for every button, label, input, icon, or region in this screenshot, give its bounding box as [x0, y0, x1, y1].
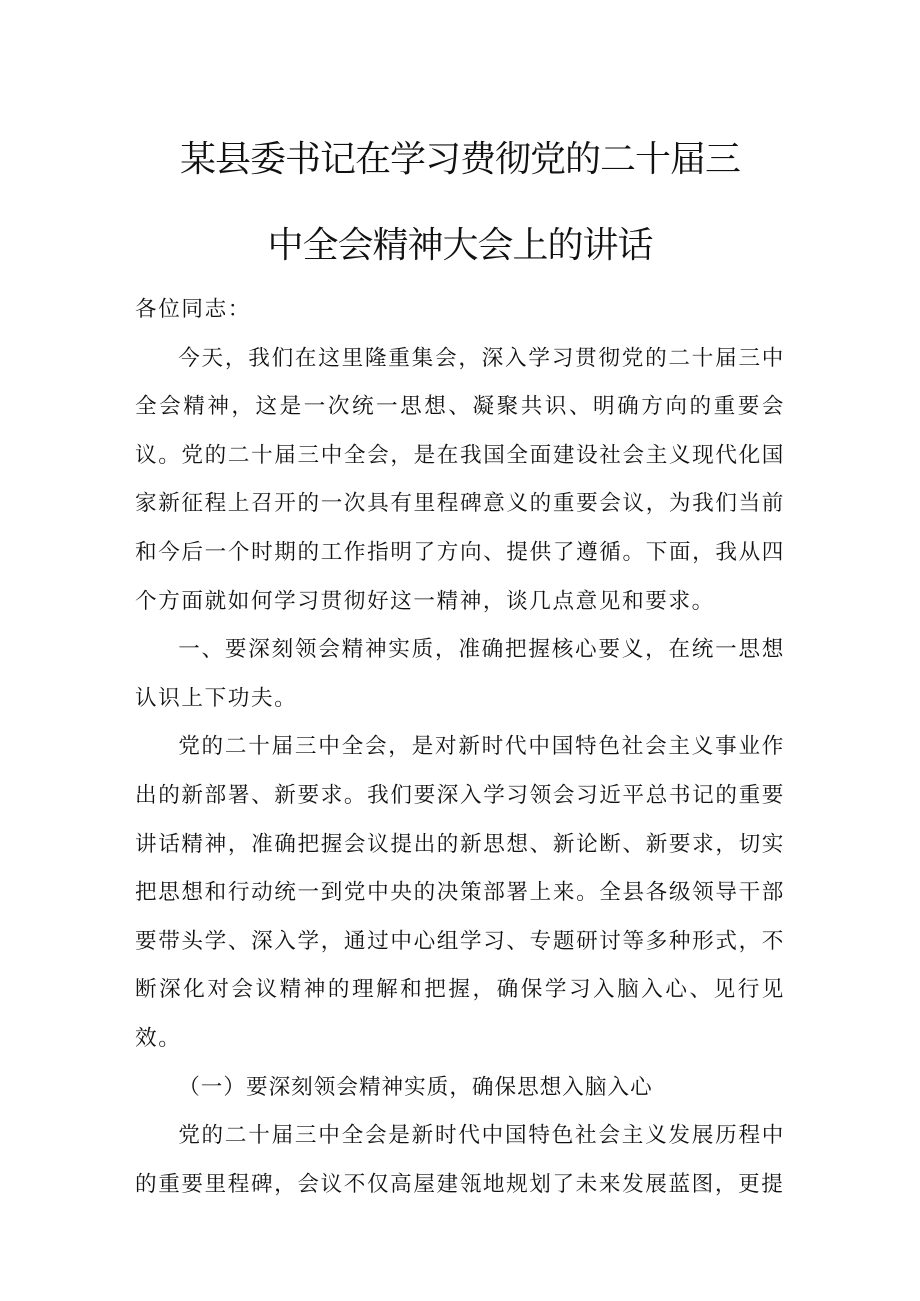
document-title-line-1: 某县委书记在学习费彻党的二十届三 [179, 139, 740, 180]
salutation: 各位同志： [135, 297, 251, 322]
paragraph-subsection-1: 党的二十届三中全会是新时代中国特色社会主义发展历程中的重要里程碑，会议不仅高屋建瓴地规划了未来发展蓝图，更提 [135, 1123, 785, 1197]
section-heading-1: 一、要深刻领会精神实质，准确把握核心要义，在统一思想认识上下功夫。 [135, 637, 785, 711]
paragraph-intro: 今天，我们在这里隆重集会，深入学习贯彻党的二十届三中全会精神，这是一次统一思想、凝聚共识、明确方向的重要会议。党的二十届三中全会，是在我国全面建设社会主义现代化国家新征程上召开的一次具有里程碑意义的重要会议，为我们当前和今后一个时期的工作指明了方向、提供了遵循。下面，我从四个方面就如何学习贯彻好这一精神，谈几点意见和要求。 [135, 345, 785, 614]
document-title-line-2: 中全会精神大会上的讲话 [267, 225, 653, 266]
document-body [135, 286, 785, 1209]
paragraph-section-1: 党的二十届三中全会，是对新时代中国特色社会主义事业作出的新部署、新要求。我们要深入学习领会习近平总书记的重要讲话精神，准确把握会议提出的新思想、新论断、新要求，切实把思想和行动统一到党中央的决策部署上来。全县各级领导干部要带头学、深入学，通过中心组学习、专题研讨等多种形式，不断深化对会议精神的理解和把握，确保学习入脑入心、见行见效。 [135, 734, 785, 1051]
subsection-heading-1: （一）要深刻领会精神实质，确保思想入脑入心 [178, 1074, 653, 1100]
